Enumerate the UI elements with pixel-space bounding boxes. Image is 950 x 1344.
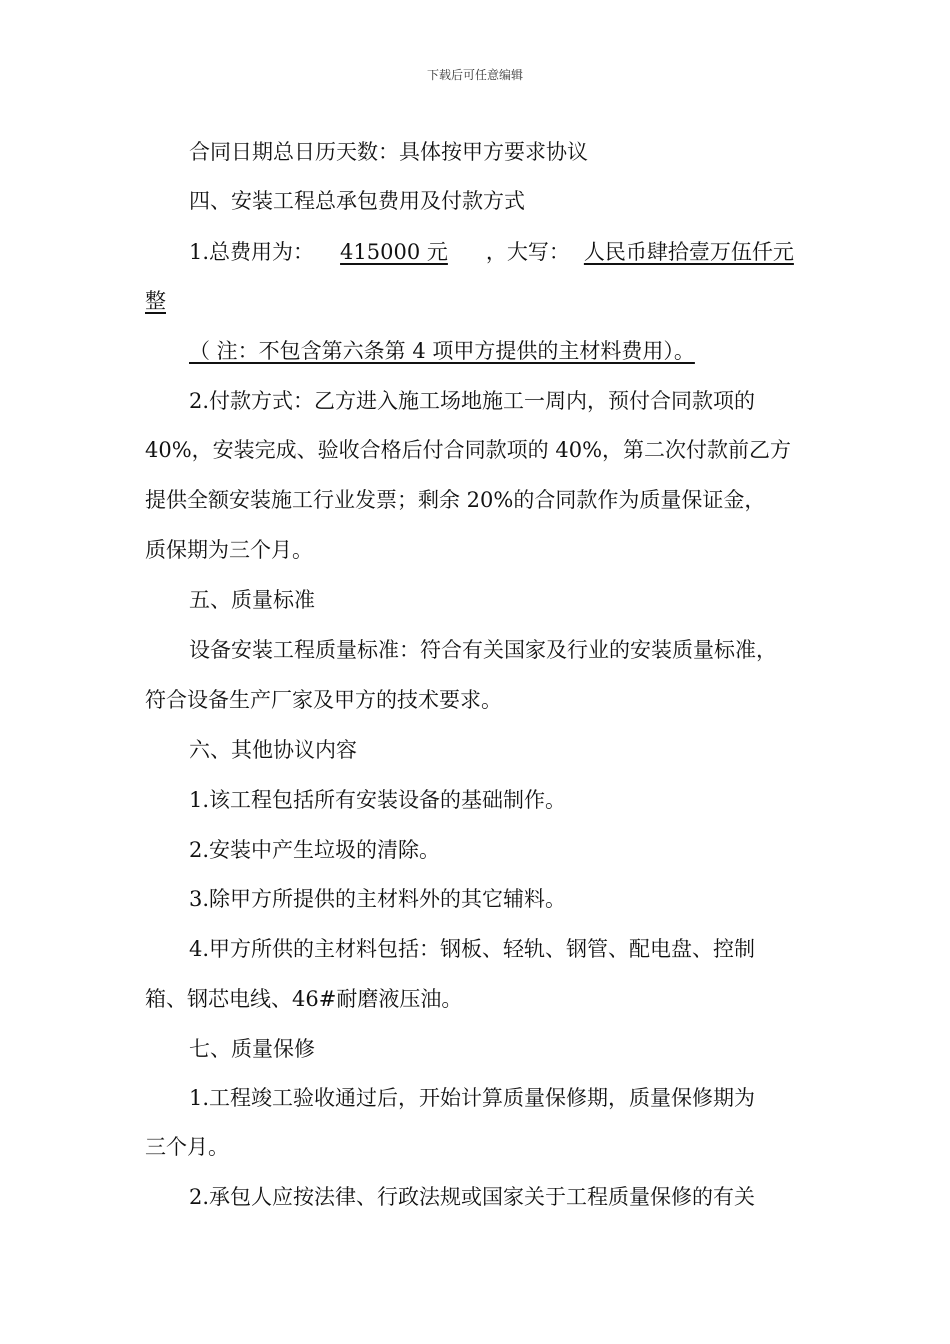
- paragraph-line: 质保期为三个月。: [145, 538, 313, 562]
- list-item: 2.安装中产生垃圾的清除。: [189, 838, 441, 862]
- list-item-continued: 箱、钢芯电线、46#耐磨液压油。: [145, 987, 463, 1011]
- list-item: 1.工程竣工验收通过后，开始计算质量保修期，质量保修期为: [189, 1086, 756, 1110]
- list-item: 2.承包人应按法律、行政法规或国家关于工程质量保修的有关: [189, 1185, 756, 1209]
- paragraph-line: 设备安装工程质量标准：符合有关国家及行业的安装质量标准，: [189, 638, 777, 662]
- paragraph-line: 符合设备生产厂家及甲方的技术要求。: [145, 688, 502, 712]
- section-heading: 六、其他协议内容: [189, 738, 357, 762]
- fee-note: （ 注：不包含第六条第 4 项甲方提供的主材料费用）。: [189, 339, 695, 363]
- section-heading: 七、质量保修: [189, 1037, 315, 1061]
- page-header: 下载后可任意编辑: [426, 68, 523, 82]
- paragraph-line: 合同日期总日历天数：具体按甲方要求协议: [189, 140, 588, 164]
- paragraph-line: 提供全额安装施工行业发票；剩余 20%的合同款作为质量保证金，: [145, 488, 766, 512]
- fee-upper-amount: 人民币肆拾壹万伍仟元: [583, 240, 794, 264]
- section-heading: 四、安装工程总承包费用及付款方式: [189, 189, 525, 213]
- fee-upper-amount-continued: 整: [145, 289, 166, 313]
- list-item: 1.该工程包括所有安装设备的基础制作。: [189, 788, 567, 812]
- fee-amount-field: [340, 240, 472, 264]
- fee-amount: 415000 元: [340, 240, 448, 264]
- section-heading: 五、质量标准: [189, 588, 315, 612]
- paragraph-line: 2.付款方式：乙方进入施工场地施工一周内，预付合同款项的: [189, 389, 756, 413]
- list-item-continued: 三个月。: [145, 1135, 229, 1159]
- list-item: 3.除甲方所提供的主材料外的其它辅料。: [189, 887, 567, 911]
- fee-prefix: 1.总费用为：: [189, 240, 315, 264]
- fee-mid-text: ，大写：: [485, 240, 570, 264]
- fee-line: [189, 237, 859, 267]
- paragraph-line: 40%，安装完成、验收合格后付合同款项的 40%，第二次付款前乙方: [145, 438, 792, 462]
- list-item: 4.甲方所供的主材料包括：钢板、轻轨、钢管、配电盘、控制: [189, 937, 756, 961]
